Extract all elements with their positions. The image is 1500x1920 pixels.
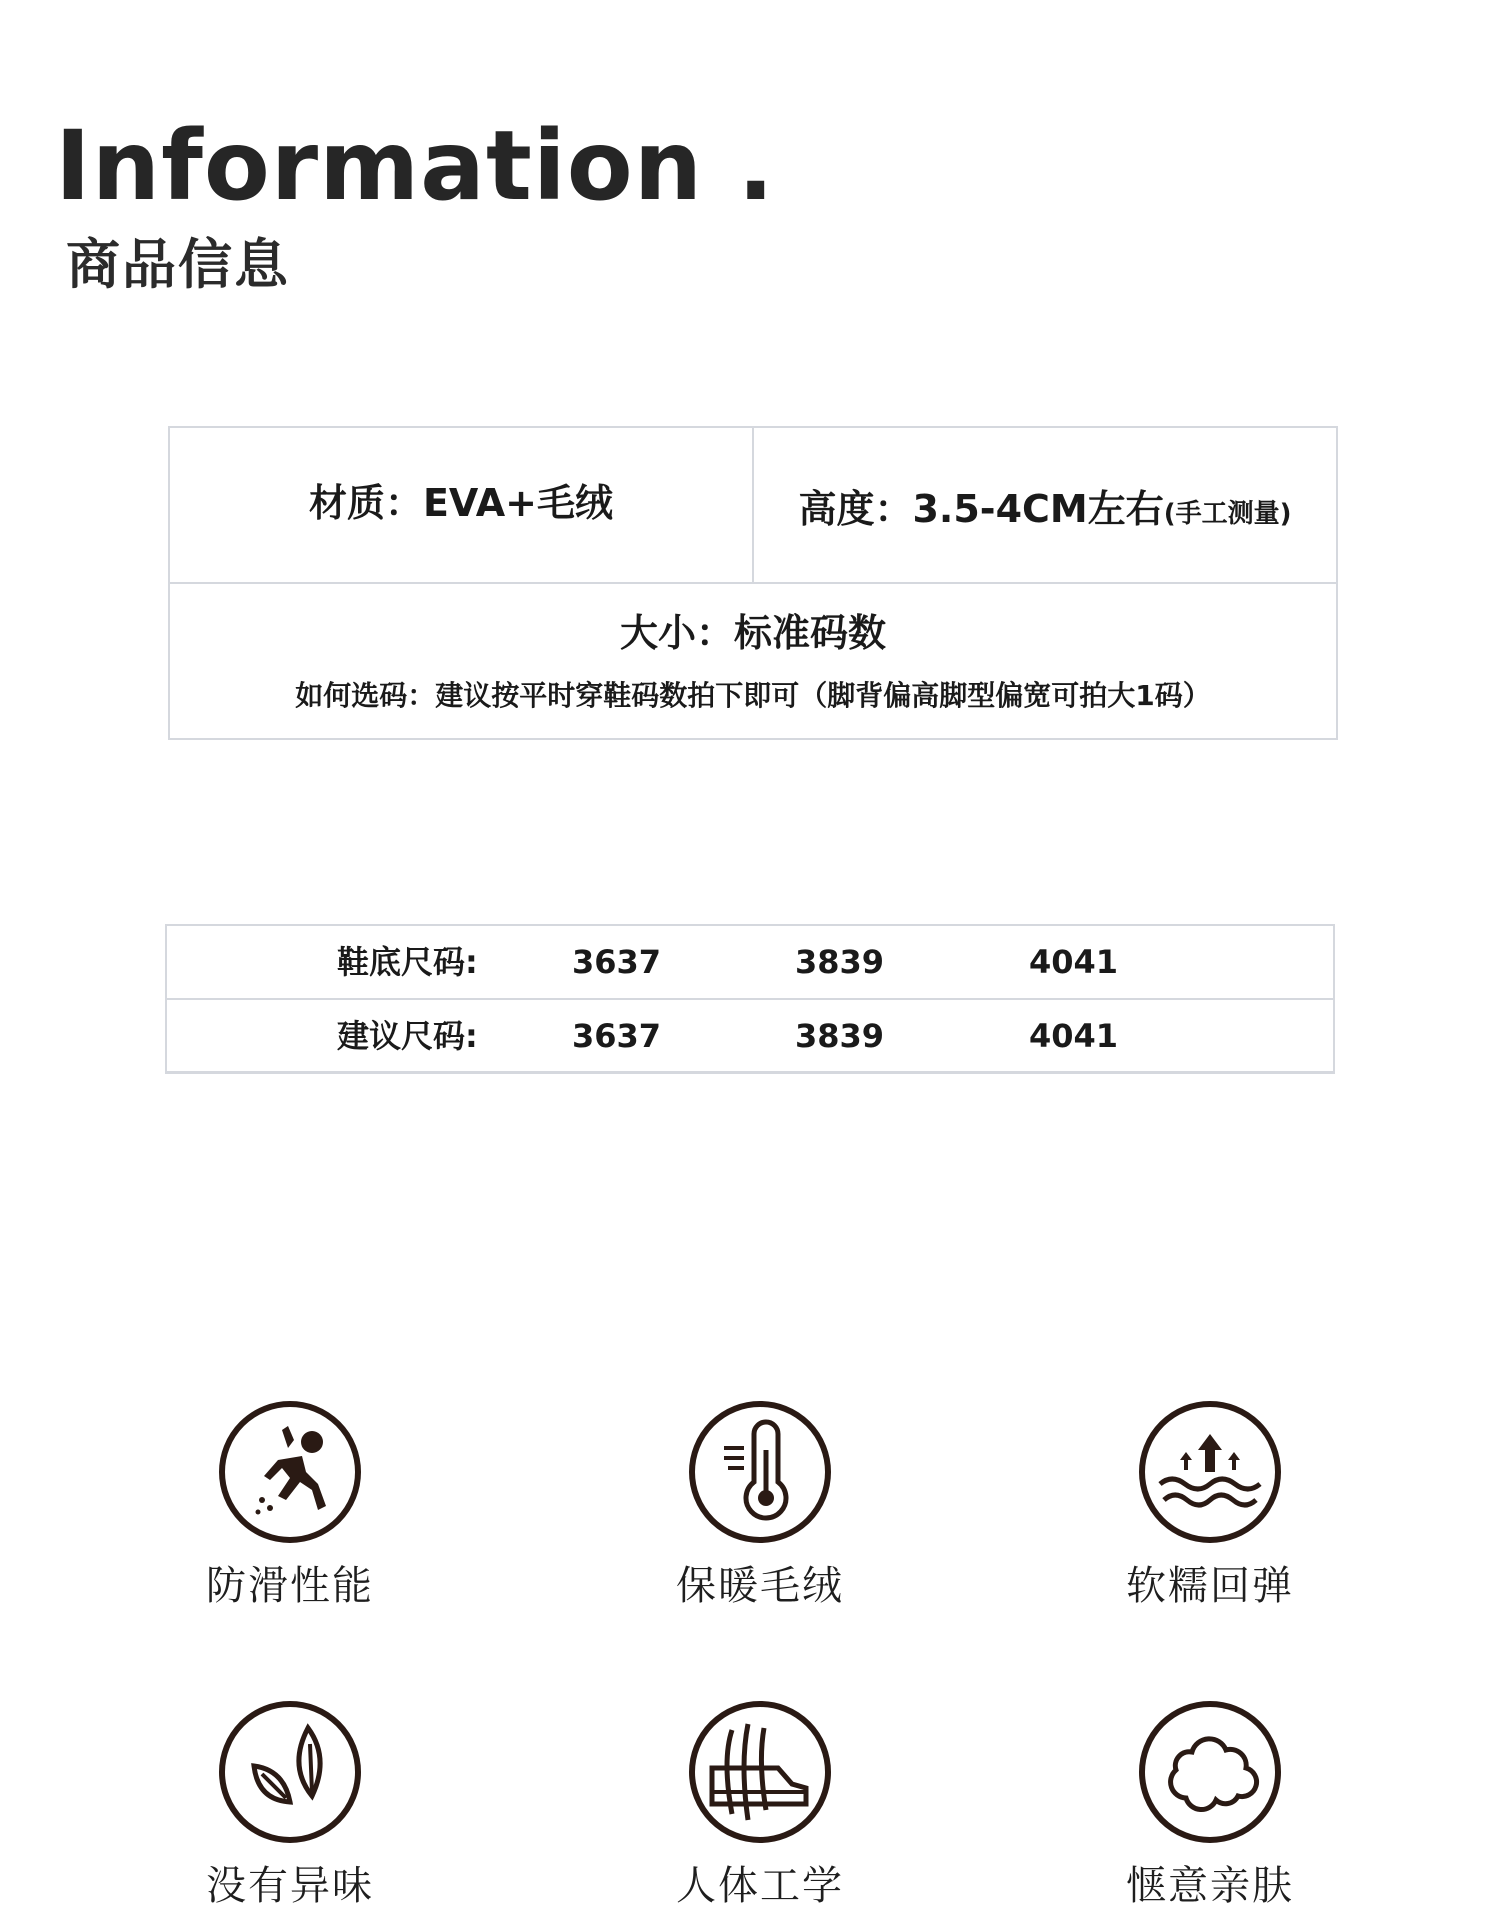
row-label: 建议尺码: [337,1017,478,1055]
size-value: 3637 [572,943,662,981]
feature-anti-slip [140,1400,440,1609]
thermometer-icon [688,1400,832,1544]
height-value: 高度：3.5-4CM左右 [798,487,1164,531]
page-title: Information . [55,110,775,222]
product-info-table [168,426,1338,740]
ergonomic-shoe-icon [688,1700,832,1844]
size-tip: 如何选码：建议按平时穿鞋码数拍下即可（脚背偏高脚型偏宽可拍大1码） [295,679,1211,712]
feature-label: 没有异味 [206,1863,374,1909]
size-value: 4041 [1029,943,1119,981]
row-label: 鞋底尺码: [337,943,478,981]
feature-ergonomic [610,1700,910,1909]
size-value: 3637 [572,1017,662,1055]
feature-skin-friendly [1060,1700,1360,1909]
feature-label: 惬意亲肤 [1126,1863,1294,1909]
table-row [167,1000,1333,1074]
feature-label: 防滑性能 [206,1563,374,1609]
height-cell [754,428,1336,582]
feature-label: 保暖毛绒 [676,1563,844,1609]
feature-soft-rebound [1060,1400,1360,1609]
feature-warm-plush [610,1400,910,1609]
height-text [754,487,1336,531]
table-row [167,926,1333,1000]
material-cell [170,428,754,582]
material-text: 材质：EVA+毛绒 [308,481,614,525]
size-value: 3839 [795,943,885,981]
cloud-icon [1138,1700,1282,1844]
info-row [170,428,1336,584]
feature-label: 软糯回弹 [1126,1563,1294,1609]
size-chart-table [165,924,1335,1074]
anti-slip-icon [218,1400,362,1544]
height-note: (手工测量) [1163,499,1292,529]
size-title: 大小：标准码数 [619,611,886,655]
feature-label: 人体工学 [676,1863,844,1909]
page-subtitle: 商品信息 [66,233,290,296]
size-value: 3839 [795,1017,885,1055]
size-value: 4041 [1029,1017,1119,1055]
feature-no-odor [140,1700,440,1909]
leaf-icon [218,1700,362,1844]
rebound-icon [1138,1400,1282,1544]
